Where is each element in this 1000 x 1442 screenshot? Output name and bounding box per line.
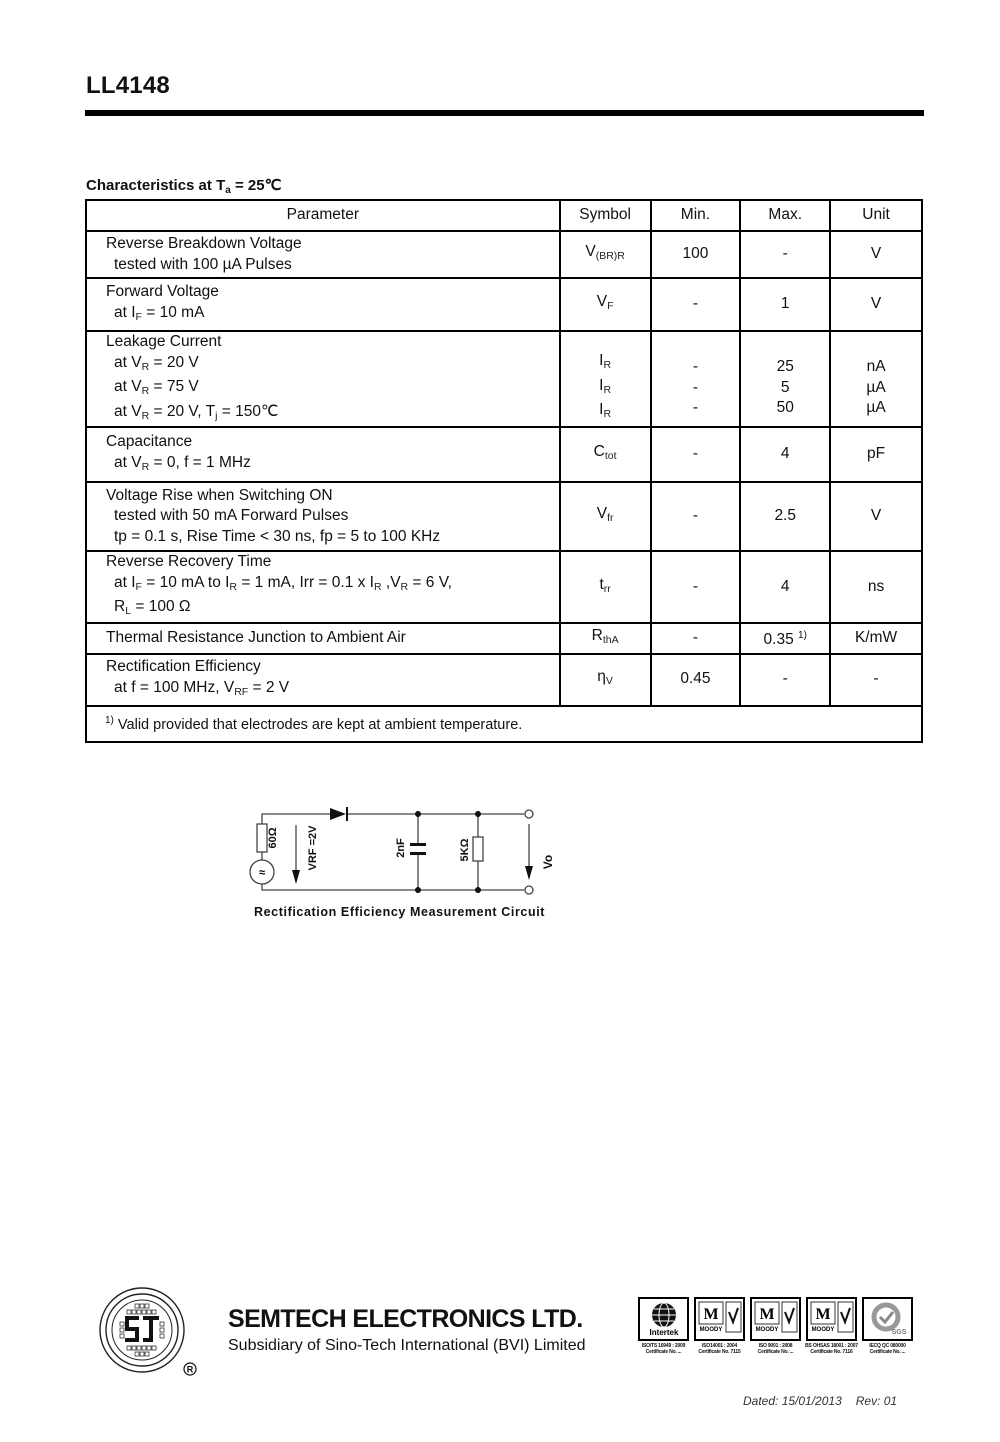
cert-intertek: Intertek ISO/TS 16949 : 2009 Certificate No. ...	[638, 1297, 689, 1355]
unit-cell: -	[830, 654, 922, 706]
min-cell: - - -	[651, 331, 741, 427]
svg-text:MOODY: MOODY	[755, 1327, 778, 1333]
footnote: $^{1)}$ Valid provided that electrodes are kept at ambient temperature.	[86, 706, 922, 742]
min-cell: -	[651, 623, 741, 654]
certification-logos	[638, 1297, 913, 1355]
table-row	[86, 331, 922, 427]
param-cell: Capacitance at $V_R = 0$, f = 1 MHz	[86, 427, 560, 482]
dated-label: Dated: 15/01/2013	[743, 1394, 842, 1408]
svg-text:M: M	[814, 1306, 831, 1323]
table-caption: Characteristics at $T_a$ = 25℃	[86, 177, 282, 196]
min-cell: -	[651, 482, 741, 551]
cert-sgs: SGS IECQ QC 080000 Certificate No. ...	[862, 1297, 913, 1355]
title-rule	[85, 110, 924, 116]
sgs-icon	[866, 1300, 910, 1338]
table-row	[86, 278, 922, 331]
min-cell: -	[651, 278, 741, 331]
unit-cell: nA µA µA	[830, 331, 922, 427]
symbol-cell: $V_{(BR)R}$	[560, 231, 651, 278]
param-cell: Forward Voltage at $I_F = 10$ mA	[86, 278, 560, 331]
header-unit: Unit	[830, 200, 922, 231]
unit-cell: V	[830, 231, 922, 278]
symbol-cell: $V_{fr}$	[560, 482, 651, 551]
svg-text:SGS: SGS	[891, 1329, 906, 1336]
ac-source-icon: ≈	[258, 867, 266, 879]
param-cell: Reverse Recovery Time at $I_F = 10$ mA to $I_R = 1$ mA, Irr = 0.1 x $I_R$ $,V_R = 6$ V, $R_L = 100$ Ω	[86, 551, 560, 623]
symbol-cell: $C_{tot}$	[560, 427, 651, 482]
svg-text:M: M	[702, 1306, 719, 1323]
max-cell: 25 5 50	[740, 331, 830, 427]
symbol-cell: $I_R$ $I_R$ $I_R$	[560, 331, 651, 427]
max-cell: 2.5	[740, 482, 830, 551]
svg-text:MOODY: MOODY	[699, 1327, 722, 1333]
cert-moody-iso9001: M MOODY ISO 9001 : 2008 Certificate No. ...	[750, 1297, 801, 1355]
max-cell: 4	[740, 427, 830, 482]
cert-moody-iso14001: M MOODY ISO14001 : 2004 Certificate No. 7115	[694, 1297, 745, 1355]
subsidiary-line: Subsidiary of Sino-Tech International (BVI) Limited	[228, 1337, 586, 1354]
rectification-circuit-diagram	[240, 800, 570, 900]
max-cell: 0.35 $^{1)}$	[740, 623, 830, 654]
output-label: Vo	[541, 854, 555, 870]
semtech-logo-icon	[97, 1287, 197, 1377]
svg-text:Intertek: Intertek	[649, 1328, 678, 1337]
document-title: LL4148	[86, 72, 170, 99]
revision-info	[743, 1394, 897, 1408]
moody-ukas-icon	[697, 1300, 743, 1338]
header-max: Max.	[740, 200, 830, 231]
rev-label: Rev: 01	[855, 1394, 898, 1408]
min-cell: 100	[651, 231, 741, 278]
table-header-row	[86, 200, 922, 231]
svg-text:MOODY: MOODY	[811, 1327, 834, 1333]
globe-icon	[644, 1300, 684, 1338]
min-cell: 0.45	[651, 654, 741, 706]
max-cell: 4	[740, 551, 830, 623]
max-cell: -	[740, 231, 830, 278]
max-cell: 1	[740, 278, 830, 331]
moody-ukas-icon	[809, 1300, 855, 1338]
capacitor-label: 2nF	[395, 838, 407, 858]
param-cell: Reverse Breakdown Voltage tested with 100 µA Pulses	[86, 231, 560, 278]
company-name: SEMTECH ELECTRONICS LTD.	[228, 1305, 583, 1333]
param-cell: Leakage Current at $V_R = 20$ V at $V_R = 75$ V at $V_R = 20$ V, $T_j$ = 150℃	[86, 331, 560, 427]
min-cell: -	[651, 427, 741, 482]
param-cell: Thermal Resistance Junction to Ambient Air	[86, 623, 560, 654]
source-resistor-label: 60Ω	[267, 827, 279, 849]
header-min: Min.	[651, 200, 741, 231]
symbol-cell: $\eta_V$	[560, 654, 651, 706]
characteristics-table	[85, 199, 923, 743]
min-cell: -	[651, 551, 741, 623]
svg-text:M: M	[758, 1306, 775, 1323]
unit-cell: ns	[830, 551, 922, 623]
header-parameter: Parameter	[86, 200, 560, 231]
svg-text:R: R	[186, 1364, 194, 1375]
symbol-cell: $R_{thA}$	[560, 623, 651, 654]
table-row	[86, 654, 922, 706]
footnote-row	[86, 706, 922, 742]
table-row	[86, 427, 922, 482]
symbol-cell: $t_{rr}$	[560, 551, 651, 623]
footnote-ref: 1)	[798, 629, 807, 641]
table-row	[86, 623, 922, 654]
table-row	[86, 482, 922, 551]
unit-cell: V	[830, 278, 922, 331]
cert-moody-ohsas: M MOODY BS OHSAS 18001 : 2007 Certificate No. 7116	[806, 1297, 857, 1355]
header-symbol: Symbol	[560, 200, 651, 231]
table-row	[86, 231, 922, 278]
unit-cell: pF	[830, 427, 922, 482]
max-cell: -	[740, 654, 830, 706]
circuit-caption: Rectification Efficiency Measurement Circuit	[254, 905, 546, 919]
load-resistor-label: 5KΩ	[459, 838, 471, 862]
table-row	[86, 551, 922, 623]
unit-cell: K/mW	[830, 623, 922, 654]
moody-ukas-icon	[753, 1300, 799, 1338]
unit-cell: V	[830, 482, 922, 551]
param-cell: Rectification Efficiency at f = 100 MHz, $V_{RF} = 2$ V	[86, 654, 560, 706]
symbol-cell: $V_F$	[560, 278, 651, 331]
vrf-label: VRF =2V	[307, 825, 319, 871]
param-cell: Voltage Rise when Switching ON tested with 50 mA Forward Pulses tp = 0.1 s, Rise Time < 30 ns, fp = 5 to 100 KHz	[86, 482, 560, 551]
